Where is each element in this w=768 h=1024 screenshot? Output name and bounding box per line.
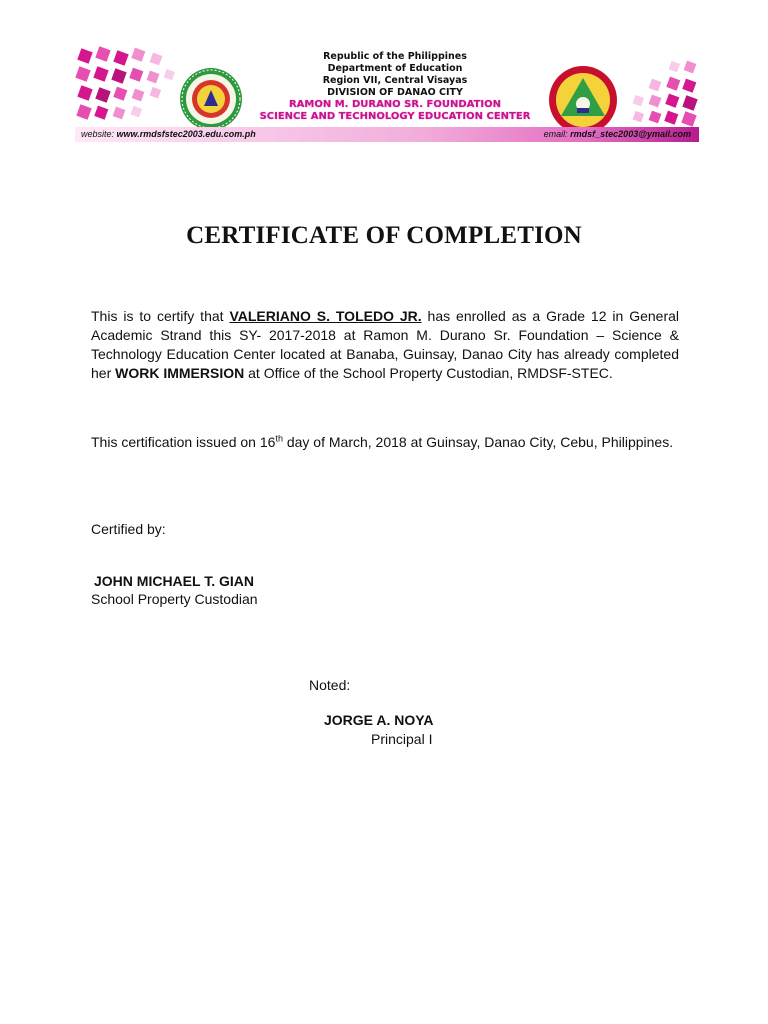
header-line: Republic of the Philippines [323, 51, 467, 62]
day-suffix: th [275, 433, 283, 444]
certified-by-label: Certified by: [91, 521, 166, 537]
principal-role: Principal I [371, 731, 433, 747]
issuance-paragraph [91, 433, 679, 452]
letterhead-text [245, 51, 545, 123]
foundation-subtitle: SCIENCE AND TECHNOLOGY EDUCATION CENTER [259, 111, 531, 122]
certificate-title: CERTIFICATE OF COMPLETION [186, 222, 582, 249]
paragraph-body: has enrolled as a Grade 12 in General Academic Strand this SY- 2017-2018 at Ramon M. Durano Sr. Foundation – Science & Technology Education Center located at Banaba, Guinsay, Danao City has already completed her [91, 308, 680, 381]
signer-name: JOHN MICHAEL T. GIAN [94, 573, 254, 589]
signer-role: School Property Custodian [91, 591, 258, 607]
program-name: WORK IMMERSION [115, 365, 245, 381]
website-url[interactable]: www.rmdsfstec2003.edu.com.ph [116, 129, 256, 139]
principal-name: JORGE A. NOYA [324, 712, 434, 728]
website-label: website: [81, 129, 115, 139]
deped-seal-icon [178, 66, 244, 132]
paragraph-intro: This is to certify that [91, 308, 230, 324]
email-text [544, 128, 691, 141]
contact-bar [75, 127, 699, 142]
website-text [81, 128, 256, 141]
noted-label: Noted: [309, 677, 351, 693]
email-address[interactable]: rmdsf_stec2003@ymail.com [570, 129, 691, 139]
header-line: Region VII, Central Visayas [322, 75, 468, 86]
student-name: VALERIANO S. TOLEDO JR. [229, 308, 422, 324]
letterhead [75, 44, 699, 144]
header-line: DIVISION OF DANAO CITY [327, 87, 463, 98]
mosaic-decoration-left [75, 44, 185, 128]
mosaic-decoration-right [590, 44, 699, 128]
issuance-end: day of March, 2018 at Guinsay, Danao City, Cebu, Philippines. [282, 434, 674, 450]
foundation-name: RAMON M. DURANO SR. FOUNDATION [288, 99, 502, 110]
certification-paragraph [91, 307, 679, 383]
header-line: Department of Education [327, 63, 463, 74]
paragraph-end: at Office of the School Property Custodian, RMDSF-STEC. [244, 365, 613, 381]
issuance-start: This certification issued on 16 [91, 434, 276, 450]
email-label: email: [543, 129, 568, 139]
